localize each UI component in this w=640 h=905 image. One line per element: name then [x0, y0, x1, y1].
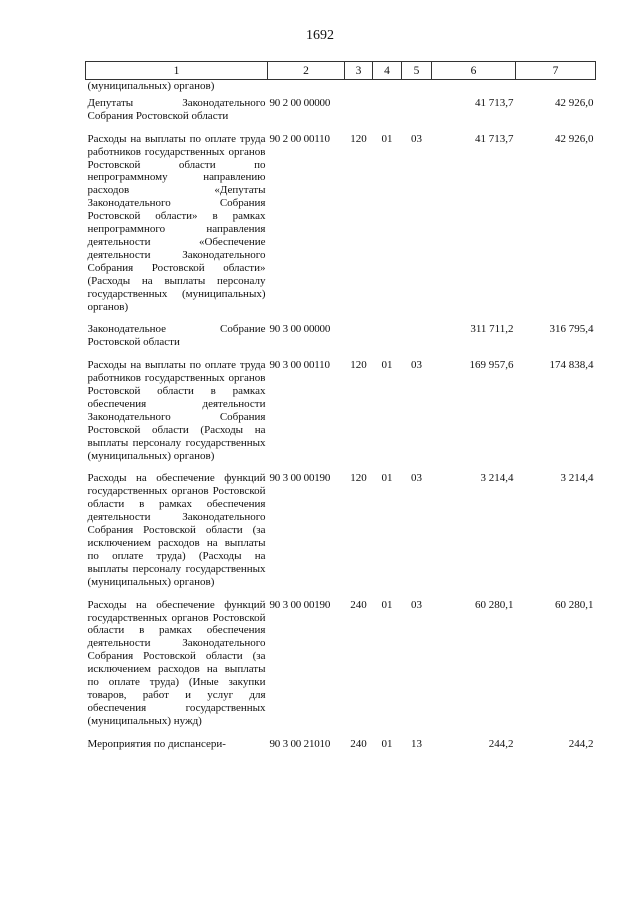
- row-col4: 01: [381, 737, 393, 750]
- budget-table: [85, 61, 596, 761]
- row-col4: [373, 323, 402, 359]
- row-value-6: 311 711,2: [470, 323, 514, 336]
- header-col-6: 6: [432, 62, 516, 80]
- row-value-6: 41 713,7: [475, 132, 514, 145]
- row-col5: 03: [411, 359, 422, 372]
- table-row: [86, 472, 596, 598]
- header-col-7: 7: [516, 62, 596, 80]
- row-code: 90 2 00 00000: [269, 96, 331, 109]
- row-value-7: 42 926,0: [555, 96, 594, 109]
- row-col3: 120: [350, 132, 367, 145]
- row-description: Мероприятия по диспансери-: [87, 737, 226, 750]
- row-col5: [402, 80, 432, 97]
- header-col-5: 5: [402, 62, 432, 80]
- row-description: Законодательное Собрание Ростовской области: [87, 323, 266, 349]
- row-col3: [345, 80, 373, 97]
- table-row: [86, 359, 596, 472]
- row-value-6: 169 957,6: [469, 359, 514, 372]
- header-row: [86, 62, 596, 80]
- row-col3: 120: [350, 472, 367, 485]
- row-col4: 01: [381, 472, 393, 485]
- row-code: 90 3 00 21010: [269, 737, 331, 750]
- row-col4: 01: [381, 598, 393, 611]
- table-row: [86, 80, 596, 97]
- row-col4: 01: [381, 132, 393, 145]
- row-value-6: 3 214,4: [480, 472, 514, 485]
- row-value-7: 174 838,4: [549, 359, 594, 372]
- row-description: Расходы на выплаты по оплате труда работников государственных органов Ростовской области в рамках обеспечения деятельности Законодательного Собрания Ростовской области (Расходы на выплаты персоналу государственных (муниципальных) органов): [87, 359, 266, 462]
- row-col5: 03: [411, 598, 422, 611]
- row-value-6: 244,2: [488, 737, 514, 750]
- row-code: 90 3 00 00110: [269, 359, 330, 372]
- row-description: Расходы на обеспечение функций государственных органов Ростовской области в рамках обеспечения деятельности Законодательного Собрания Ростовской области (за исключением расходов на выплаты по оплате труда) (Расходы на выплаты персоналу государственных (муниципальных) органов): [87, 472, 266, 588]
- row-value-7: 60 280,1: [555, 598, 594, 611]
- row-code: 90 3 00 00190: [269, 598, 331, 611]
- row-code: [268, 80, 345, 97]
- row-value-7: 42 926,0: [555, 132, 594, 145]
- header-col-3: 3: [345, 62, 373, 80]
- table-row: [86, 323, 596, 359]
- row-value-6: 41 713,7: [475, 96, 514, 109]
- header-col-4: 4: [373, 62, 402, 80]
- row-col5: 03: [411, 472, 422, 485]
- row-value-7: [516, 80, 596, 97]
- table-row: [86, 133, 596, 324]
- row-value-6: [432, 80, 516, 97]
- row-description: Депутаты Законодательного Собрания Ростовской области: [87, 96, 266, 122]
- row-code: 90 3 00 00000: [269, 323, 331, 336]
- row-col4: [373, 97, 402, 133]
- page-number: 1692: [306, 28, 334, 43]
- row-col4: 01: [381, 359, 393, 372]
- row-col5: 03: [411, 132, 422, 145]
- row-col5: 13: [411, 737, 422, 750]
- row-description: (муниципальных) органов): [87, 80, 215, 92]
- row-value-7: 3 214,4: [560, 472, 594, 485]
- row-col3: 240: [350, 737, 367, 750]
- table-row: [86, 97, 596, 133]
- table-row: [86, 738, 596, 761]
- row-value-7: 316 795,4: [549, 323, 594, 336]
- row-col5: [402, 97, 432, 133]
- row-value-7: 244,2: [568, 737, 594, 750]
- table-row: [86, 599, 596, 738]
- row-col3: 240: [350, 598, 367, 611]
- row-col3: [345, 323, 373, 359]
- row-col4: [373, 80, 402, 97]
- row-col5: [402, 323, 432, 359]
- row-col3: 120: [350, 359, 367, 372]
- row-col3: [345, 97, 373, 133]
- header-col-2: 2: [268, 62, 345, 80]
- row-code: 90 3 00 00190: [269, 472, 331, 485]
- row-description: Расходы на выплаты по оплате труда работников государственных органов Ростовской области по непрограммному направлению расходов «Депутаты Законодательного Собрания Ростовской области» в рамках непрограммного направления деятельности «Обеспечение деятельности Законодательного Собрания Ростовской области» (Расходы на выплаты персоналу государственных (муниципальных) органов): [87, 132, 266, 313]
- row-code: 90 2 00 00110: [269, 132, 330, 145]
- row-value-6: 60 280,1: [475, 598, 514, 611]
- row-description: Расходы на обеспечение функций государственных органов Ростовской области в рамках обеспечения деятельности Законодательного Собрания Ростовской области (за исключением расходов на выплаты по оплате труда) (Иные закупки товаров, работ и услуг для обеспечения государственных (муниципальных) нужд): [87, 598, 266, 727]
- header-col-1: 1: [86, 62, 268, 80]
